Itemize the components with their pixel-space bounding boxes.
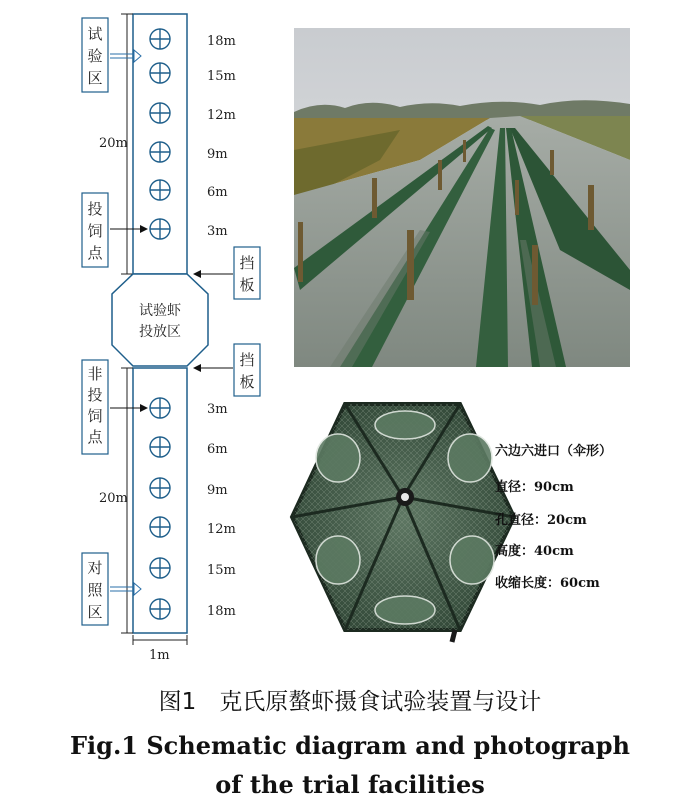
trap-marker [150, 558, 170, 578]
trap-marker [150, 180, 170, 200]
test-zone-char: 试 [87, 25, 103, 43]
caption-chinese: 图1 克氏原螯虾摄食试验装置与设计 [158, 689, 542, 715]
test-zone-char: 区 [87, 69, 103, 87]
release-zone [112, 274, 208, 366]
lower-channel [99, 368, 187, 663]
distance-label: 15m [207, 69, 236, 84]
release-zone-line1: 试验虾 [139, 303, 181, 319]
svg-text:区: 区 [87, 603, 103, 621]
non-feeding-point-label-box [82, 360, 147, 454]
distance-label: 9m [207, 147, 228, 162]
distance-label: 18m [207, 34, 236, 49]
svg-text:对: 对 [87, 559, 103, 577]
upper-distance-labels [207, 34, 236, 239]
width-label: 1m [149, 648, 170, 663]
svg-text:投: 投 [87, 386, 103, 404]
distance-label: 12m [207, 522, 236, 537]
trap-marker [150, 63, 170, 83]
feeding-point-label-box [82, 193, 147, 267]
test-zone-char: 验 [87, 47, 103, 65]
trap-marker [150, 517, 170, 537]
svg-text:点: 点 [87, 244, 103, 262]
trap-marker [150, 437, 170, 457]
upper-channel [99, 14, 187, 274]
trap-spec-height: 高度：40cm [495, 544, 574, 559]
test-zone-label-box [82, 18, 141, 92]
control-zone-label-box [82, 553, 141, 625]
svg-text:板: 板 [239, 276, 255, 294]
distance-label: 18m [207, 604, 236, 619]
distance-label: 3m [207, 402, 228, 417]
trap-marker [150, 103, 170, 123]
lower-distance-labels [207, 402, 236, 619]
trap-spec-type: 六边六进口（伞形） [495, 444, 613, 459]
trap-photo [292, 404, 514, 642]
trap-spec-diameter: 直径：90cm [495, 480, 574, 495]
distance-label: 6m [207, 442, 228, 457]
release-zone-line2: 投放区 [139, 324, 181, 340]
distance-label: 9m [207, 483, 228, 498]
lower-traps [150, 398, 170, 619]
distance-label: 15m [207, 563, 236, 578]
trap-marker [150, 478, 170, 498]
distance-label: 12m [207, 108, 236, 123]
trap-marker [150, 29, 170, 49]
svg-text:点: 点 [87, 428, 103, 446]
distance-label: 3m [207, 224, 228, 239]
caption-english-line1: Fig.1 Schematic diagram and photograph [70, 731, 630, 760]
svg-text:非: 非 [87, 365, 103, 383]
svg-text:饲: 饲 [87, 222, 103, 240]
distance-label: 6m [207, 185, 228, 200]
upper-traps [150, 29, 170, 239]
trap-marker [150, 599, 170, 619]
trap-marker [150, 142, 170, 162]
svg-text:挡: 挡 [239, 351, 255, 369]
svg-text:板: 板 [239, 373, 255, 391]
svg-text:照: 照 [87, 581, 103, 599]
field-photo [294, 28, 630, 367]
caption-english-line2: of the trial facilities [215, 770, 485, 799]
trap-spec-mesh: 孔直径：20cm [495, 513, 587, 528]
length-upper-label: 20m [99, 136, 128, 151]
trap-marker [150, 398, 170, 418]
baffle-lower [194, 344, 260, 396]
length-lower-label: 20m [99, 491, 128, 506]
trap-marker [150, 219, 170, 239]
svg-text:投: 投 [87, 200, 103, 218]
trap-spec-shrink-length: 收缩长度：60cm [495, 576, 600, 591]
svg-text:挡: 挡 [239, 254, 255, 272]
svg-text:饲: 饲 [87, 407, 103, 425]
